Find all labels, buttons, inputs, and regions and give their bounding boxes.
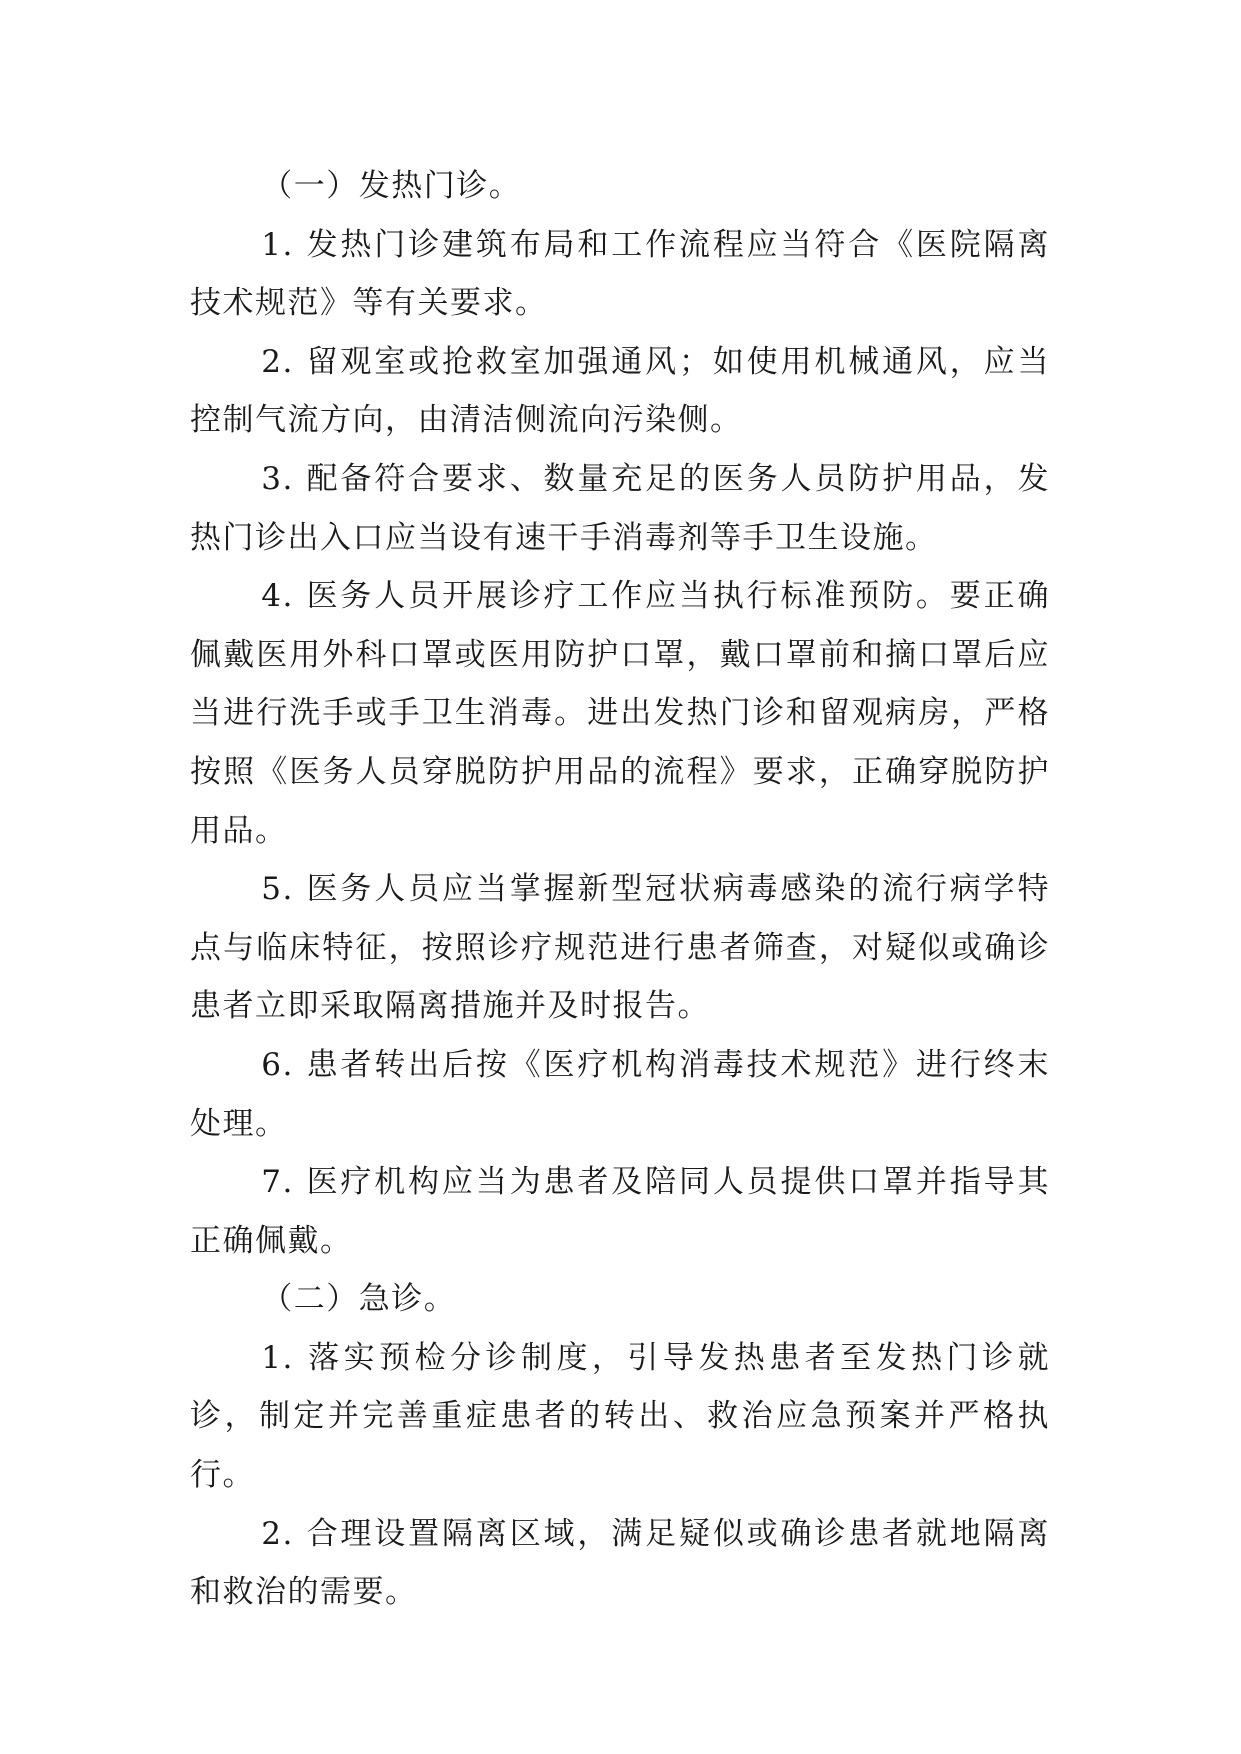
fever-clinic-item-5: 5. 医务人员应当掌握新型冠状病毒感染的流行病学特点与临床特征，按照诊疗规范进行患者筛查，对疑似或确诊患者立即采取隔离措施并及时报告。 (190, 871, 1050, 1025)
fever-clinic-item-4: 4. 医务人员开展诊疗工作应当执行标准预防。要正确佩戴医用外科口罩或医用防护口罩，戴口罩前和摘口罩后应当进行洗手或手卫生消毒。进出发热门诊和留观病房，严格按照《医务人员穿脱防护用品的流程》要求，正确穿脱防护用品。 (190, 578, 1050, 849)
section-heading-emergency: （二）急诊。 (261, 1281, 457, 1318)
emergency-item-2: 2. 合理设置隔离区域，满足疑似或确诊患者就地隔离和救治的需要。 (190, 1515, 1050, 1611)
fever-clinic-item-1: 1. 发热门诊建筑布局和工作流程应当符合《医院隔离技术规范》等有关要求。 (190, 226, 1050, 322)
document-body (190, 157, 1050, 1622)
emergency-item-1: 1. 落实预检分诊制度，引导发热患者至发热门诊就诊，制定并完善重症患者的转出、救治应急预案并严格执行。 (190, 1339, 1050, 1494)
section-heading-fever-clinic: （一）发热门诊。 (261, 168, 522, 204)
fever-clinic-item-3: 3. 配备符合要求、数量充足的医务人员防护用品，发热门诊出入口应当设有速干手消毒剂等手卫生设施。 (190, 460, 1050, 556)
fever-clinic-item-6: 6. 患者转出后按《医疗机构消毒技术规范》进行终末处理。 (190, 1046, 1050, 1142)
fever-clinic-item-2: 2. 留观室或抢救室加强通风；如使用机械通风，应当控制气流方向，由清洁侧流向污染侧。 (190, 343, 1050, 439)
fever-clinic-item-7: 7. 医疗机构应当为患者及陪同人员提供口罩并指导其正确佩戴。 (190, 1164, 1050, 1259)
